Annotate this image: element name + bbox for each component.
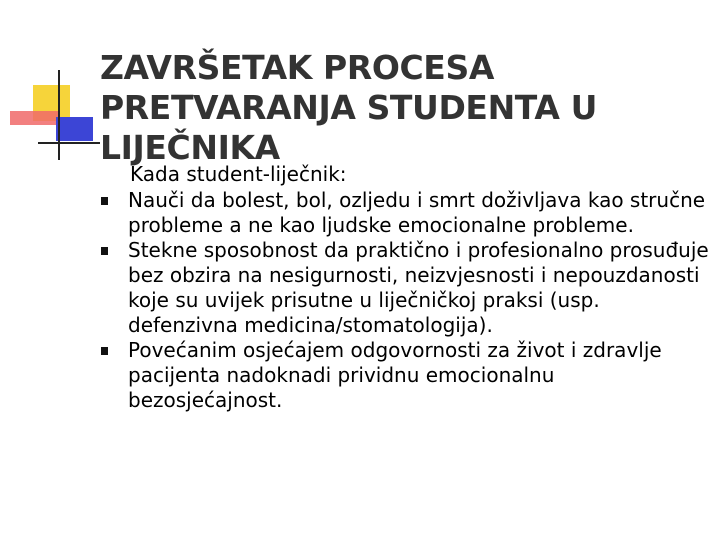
horizontal-line-decoration	[38, 142, 100, 144]
vertical-line-decoration	[58, 70, 60, 160]
bullet-text: Povećanim osjećajem odgovornosti za život i zdravlje pacijenta nadoknadi prividnu emocionalnu bezosjećajnost.	[128, 338, 662, 412]
list-item	[100, 188, 710, 238]
blue-square-decoration	[56, 117, 93, 141]
slide-content	[100, 162, 710, 413]
square-bullet-icon	[101, 347, 108, 355]
slide-title: ZAVRŠETAK PROCESA PRETVARANJA STUDENTA U LIJEČNIKA	[100, 48, 597, 167]
square-bullet-icon	[101, 197, 108, 205]
bullet-text: Stekne sposobnost da praktično i profesionalno prosuđuje bez obzira na nesigurnosti, neizvjesnosti i nepouzdanosti koje su uvijek prisutne u liječničkoj praksi (usp. defenzivna medicina/stomatologija).	[128, 238, 709, 337]
bullet-list	[100, 188, 710, 413]
list-item	[100, 238, 710, 338]
bullet-text: Nauči da bolest, bol, ozljedu i smrt doživljava kao stručne probleme a ne kao ljudske emocionalne probleme.	[128, 188, 706, 237]
square-bullet-icon	[101, 247, 108, 255]
decorative-logo	[0, 0, 110, 170]
red-bar-decoration	[10, 111, 58, 125]
list-item	[100, 338, 710, 413]
intro-text: Kada student-liječnik:	[130, 162, 347, 186]
